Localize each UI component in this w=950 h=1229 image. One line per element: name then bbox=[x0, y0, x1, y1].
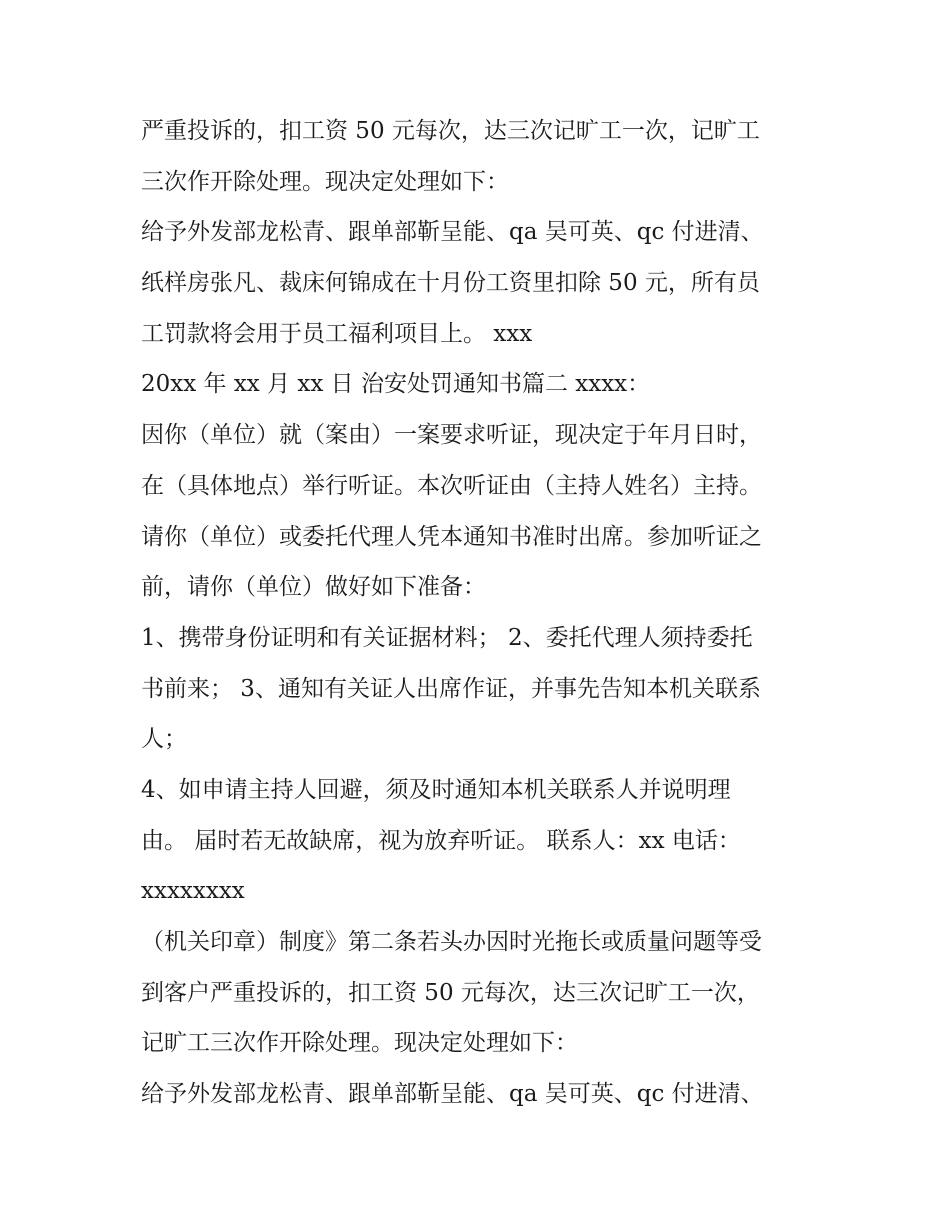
text-line: 工罚款将会用于员工福利项目上。 xxx bbox=[141, 320, 533, 347]
text-line: 人； bbox=[141, 726, 187, 753]
text-line: 纸样房张凡、裁床何锦成在十月份工资里扣除 50 元，所有员 bbox=[141, 270, 760, 297]
document-body bbox=[141, 106, 841, 1120]
text-line: 20xx 年 xx 月 xx 日 治安处罚通知书篇二 xxxx： bbox=[141, 371, 651, 398]
text-line: （机关印章）制度》第二条若头办因时光拖长或质量问题等受 bbox=[141, 929, 762, 955]
text-line: 前，请你（单位）做好如下准备： bbox=[141, 574, 486, 601]
text-line: 1、携带身份证明和有关证据材料； 2、委托代理人须持委托 bbox=[141, 624, 753, 651]
text-line: 给予外发部龙松青、跟单部靳呈能、qa 吴可英、qc 付进清、 bbox=[141, 1081, 764, 1108]
text-line: 因你（单位）就（案由）一案要求听证，现决定于年月日时， bbox=[141, 422, 762, 449]
text-line: xxxxxxxx bbox=[141, 878, 245, 905]
text-line: 4、如申请主持人回避，须及时通知本机关联系人并说明理 bbox=[141, 776, 731, 803]
text-line: 由。 届时若无故缺席，视为放弃听证。 联系人：xx 电话： bbox=[141, 827, 741, 854]
text-line: 记旷工三次作开除处理。现决定处理如下： bbox=[141, 1030, 578, 1057]
text-line: 三次作开除处理。现决定处理如下： bbox=[141, 168, 509, 195]
text-line: 在（具体地点）举行听证。本次听证由（主持人姓名）主持。 bbox=[141, 472, 762, 499]
text-line: 给予外发部龙松青、跟单部靳呈能、qa 吴可英、qc 付进清、 bbox=[141, 219, 764, 246]
text-line: 严重投诉的，扣工资 50 元每次，达三次记旷工一次，记旷工 bbox=[141, 118, 760, 144]
text-line: 到客户严重投诉的，扣工资 50 元每次，达三次记旷工一次， bbox=[141, 979, 760, 1006]
text-line: 书前来； 3、通知有关证人出席作证，并事先告知本机关联系 bbox=[141, 675, 761, 702]
text-line: 请你（单位）或委托代理人凭本通知书准时出席。参加听证之 bbox=[141, 523, 762, 550]
